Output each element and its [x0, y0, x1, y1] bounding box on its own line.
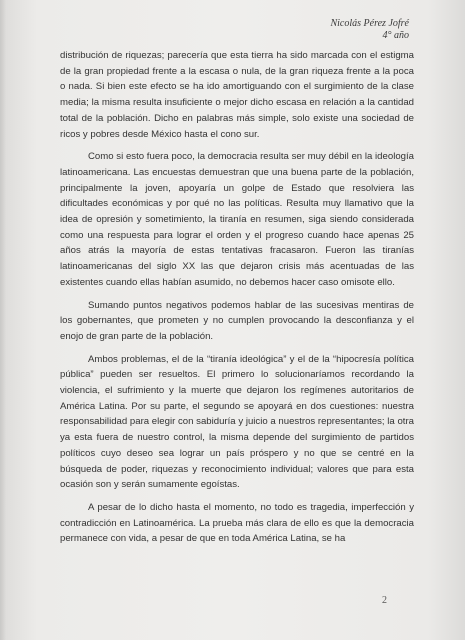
scan-edge-shadow: [0, 0, 6, 640]
school-grade: 4° año: [382, 30, 409, 41]
paragraph: Como si esto fuera poco, la democracia resulta ser muy débil en la ideología latinoamericana. Las encuestas demuestran que una buena parte de la población, principalmente la joven, apoyaría un golpe de Estado que resolviera las dificultades económicas y por qué no las políticas. Resulta muy llamativo que la idea de opresión y sometimiento, la tiranía en resumen, siga siendo considerada como una respuesta para lograr el orden y el progreso cuando hace apenas 25 años atrás la mayoría de estas tentativas fracasaron. Fueron las tiranías latinoamericanas del siglo XX las que dejaron crisis más acentuadas de las existentes cuando ellas habían asumido, no debemos hacer caso omisote ello.: [60, 151, 414, 288]
paragraph: A pesar de lo dicho hasta el momento, no todo es tragedia, imperfección y contradicción en Latinoamérica. La prueba más clara de ello es que la democracia permanece con vida, a pesar de que en toda América Latina, se ha: [60, 501, 414, 545]
body-text: [60, 48, 414, 554]
paragraph-continuation: distribución de riquezas; parecería que esta tierra ha sido marcada con el estigma de la gran propiedad frente a la escasa o nula, de la gran riqueza frente a la poca o nada. Si bien este efecto se ha ido amortiguando con el surgimiento de la clase media; la misma resulta insuficiente o mejor dicho escasa en relación a la cantidad total de la población. Dicho en palabras más simple, solo existe una sociedad de ricos y pobres desde México hasta el cono sur.: [60, 50, 414, 140]
page-number: 2: [382, 595, 387, 606]
paragraph: Ambos problemas, el de la “tiranía ideológica” y el de la “hipocresía política pública” pueden ser resueltos. El primero lo solucionaríamos recordando la violencia, el sufrimiento y la muerte que dejaron los regímenes autoritarios de América Latina. Por su parte, el segundo se apoyará en dos cuestiones: nuestra responsabilidad para elegir con sabiduría y juicio a nuestros representantes; la otra ya esta fuera de nuestro control, la misma depende del surgimiento de partidos políticos cuyo deseo sea lograr un país próspero y no que se centré en la búsqueda de poder, riquezas y reconocimiento individual; valores que para esta ocasión son y serán sumamente egoístas.: [60, 353, 414, 491]
author-name: Nicolás Pérez Jofré: [330, 18, 409, 29]
paragraph: Sumando puntos negativos podemos hablar de las sucesivas mentiras de los gobernantes, que prometen y no cumplen provocando la desconfianza y el enojo de gran parte de la población.: [60, 299, 414, 342]
page-header: [330, 18, 409, 42]
